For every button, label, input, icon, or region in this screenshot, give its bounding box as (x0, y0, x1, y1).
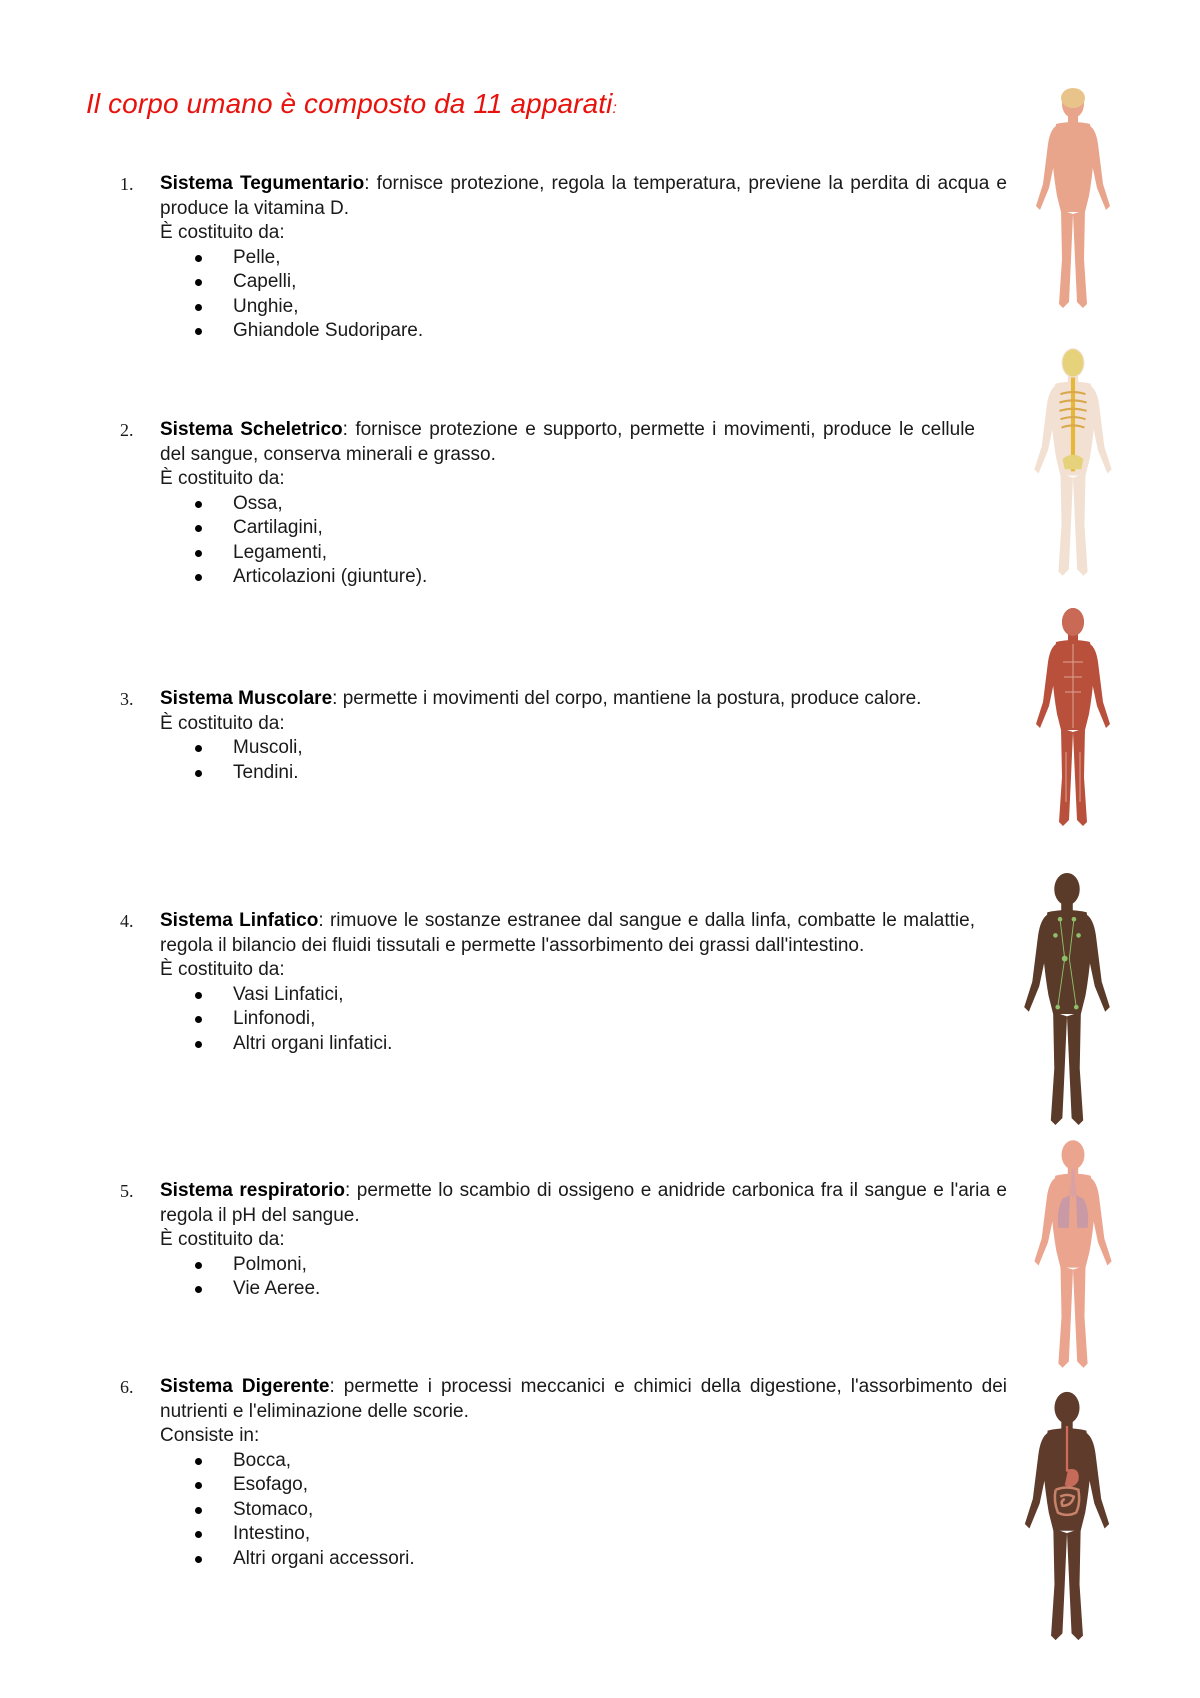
section-description (160, 172, 1007, 221)
bullet-icon (195, 550, 202, 557)
list-item (160, 1277, 1007, 1302)
list-item (160, 983, 975, 1008)
integumentary-body-icon (1018, 84, 1128, 314)
list-item-text: Ossa, (233, 492, 283, 514)
bullet-icon (195, 1458, 202, 1465)
list-item-text: Legamenti, (233, 541, 328, 563)
section-linfatico (120, 909, 975, 1056)
section-description (160, 1375, 1007, 1424)
list-item-text: Cartilagini, (233, 517, 323, 538)
section-description-text: : permette i processi meccanici e chimici della digestione, l'assorbimento dei nutrienti e l'eliminazione delle scorie. (160, 1376, 1007, 1422)
list-item-text: Polmoni, (233, 1253, 307, 1275)
list-item-text: Altri organi accessori. (233, 1547, 415, 1569)
list-item (160, 761, 1007, 786)
list-item (160, 1253, 1007, 1278)
bullet-icon (195, 574, 202, 581)
section-description-text: : permette lo scambio di ossigeno e anidride carbonica fra il sangue e l'aria e regola il pH del sangue. (160, 1180, 1007, 1226)
section-intro: È costituito da: (160, 1229, 285, 1250)
list-item (160, 736, 1007, 761)
list-item-text: Muscoli, (233, 737, 303, 758)
list-item-text: Linfonodi, (233, 1008, 316, 1029)
bullet-icon (195, 525, 202, 532)
list-item (160, 246, 1007, 271)
section-item-list (160, 1253, 1007, 1302)
list-item (160, 1473, 1007, 1498)
list-item-text: Ghiandole Sudoripare. (233, 320, 424, 341)
list-item-text: Stomaco, (233, 1498, 314, 1520)
list-item (160, 295, 1007, 320)
bullet-icon (195, 1262, 202, 1269)
list-item (160, 541, 975, 566)
title-text: Il corpo umano è composto da 11 apparati (86, 88, 613, 119)
section-number: 3. (120, 689, 134, 709)
section-item-list (160, 246, 1007, 344)
section-intro: È costituito da: (160, 222, 285, 243)
section-name: Sistema respiratorio (160, 1180, 345, 1201)
section-name: Sistema Digerente (160, 1376, 330, 1397)
bullet-icon (195, 1482, 202, 1489)
bullet-icon (195, 501, 202, 508)
list-item-text: Capelli, (233, 271, 297, 292)
section-description-text: : fornisce protezione e supporto, permette i movimenti, produce le cellule del sangue, conserva minerali e grasso. (160, 419, 975, 465)
section-description (160, 909, 975, 958)
bullet-icon (195, 1016, 202, 1023)
list-item-text: Unghie, (233, 295, 299, 317)
list-item-text: Vasi Linfatici, (233, 983, 344, 1005)
section-name: Sistema Tegumentario (160, 173, 365, 194)
section-intro: È costituito da: (160, 712, 285, 734)
bullet-icon (195, 770, 202, 777)
list-item (160, 319, 1007, 344)
section-digerente (120, 1375, 1007, 1571)
bullet-icon (195, 255, 202, 262)
bullet-icon (195, 279, 202, 286)
bullet-icon (195, 1531, 202, 1538)
section-number: 1. (120, 174, 134, 194)
section-number: 2. (120, 420, 134, 440)
list-item (160, 565, 975, 590)
list-item-text: Articolazioni (giunture). (233, 566, 428, 587)
bullet-icon (195, 304, 202, 311)
list-item (160, 1547, 1007, 1572)
list-item-text: Vie Aeree. (233, 1278, 321, 1299)
list-item (160, 516, 975, 541)
digestive-body-svg (1008, 1385, 1126, 1647)
list-item (160, 1449, 1007, 1474)
skeleton-body-icon (1018, 342, 1128, 582)
bullet-icon (195, 745, 202, 752)
list-item-text: Altri organi linfatici. (233, 1032, 393, 1054)
list-item (160, 492, 975, 517)
list-item (160, 1032, 975, 1057)
section-description-text: : fornisce protezione, regola la temperatura, previene la perdita di acqua e produce la vitamina D. (160, 173, 1007, 219)
bullet-icon (195, 328, 202, 335)
section-intro: È costituito da: (160, 959, 285, 980)
bullet-icon (195, 1556, 202, 1563)
respiratory-body-icon (1018, 1134, 1128, 1374)
section-muscolare (120, 687, 1007, 785)
bullet-icon (195, 1507, 202, 1514)
section-description (160, 418, 975, 467)
section-respiratorio (120, 1179, 1007, 1302)
muscular-body-svg (1018, 602, 1128, 832)
section-tegumentario (120, 172, 1007, 344)
digestive-body-icon (1008, 1385, 1126, 1647)
muscular-body-icon (1018, 602, 1128, 832)
section-item-list (160, 492, 975, 590)
integumentary-body-svg (1018, 84, 1128, 314)
section-item-list (160, 736, 1007, 785)
bullet-icon (195, 992, 202, 999)
section-name: Sistema Linfatico (160, 910, 319, 931)
list-item (160, 1522, 1007, 1547)
section-number: 6. (120, 1377, 134, 1397)
section-item-list (160, 983, 975, 1057)
section-item-list (160, 1449, 1007, 1572)
document-title (86, 88, 617, 120)
lymphatic-body-svg (1008, 866, 1126, 1132)
section-description (160, 1179, 1007, 1228)
section-intro: È costituito da: (160, 468, 285, 489)
bullet-icon (195, 1286, 202, 1293)
list-item-text: Esofago, (233, 1474, 308, 1495)
section-number: 5. (120, 1181, 134, 1201)
section-number: 4. (120, 911, 134, 931)
list-item-text: Bocca, (233, 1449, 292, 1471)
section-name: Sistema Scheletrico (160, 419, 343, 440)
section-description (160, 687, 1007, 712)
section-name: Sistema Muscolare (160, 688, 333, 709)
list-item (160, 1498, 1007, 1523)
respiratory-body-svg (1018, 1134, 1128, 1374)
lymphatic-body-icon (1008, 866, 1126, 1132)
section-description-text: : rimuove le sostanze estranee dal sangue e dalla linfa, combatte le malattie, regola il bilancio dei fluidi tissutali e permette l'assorbimento dei grassi dall'intestino. (160, 910, 975, 956)
list-item-text: Intestino, (233, 1523, 311, 1544)
list-item-text: Tendini. (233, 761, 299, 783)
section-intro: Consiste in: (160, 1425, 260, 1446)
section-scheletrico (120, 418, 975, 590)
bullet-icon (195, 1041, 202, 1048)
list-item (160, 1007, 975, 1032)
list-item (160, 270, 1007, 295)
list-item-text: Pelle, (233, 246, 281, 268)
section-description-text: : permette i movimenti del corpo, mantiene la postura, produce calore. (332, 688, 922, 709)
skeleton-body-svg (1018, 342, 1128, 582)
title-colon: : (612, 100, 618, 117)
